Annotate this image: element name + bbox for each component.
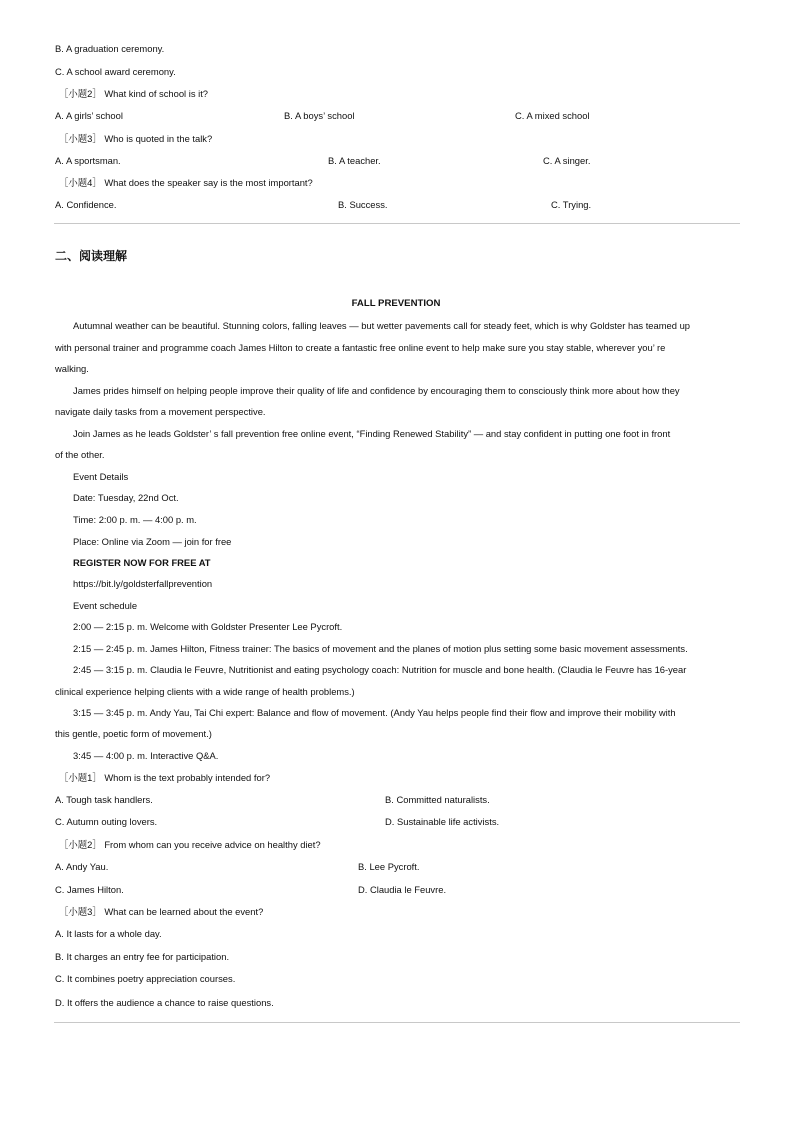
listening-q4-option-a: A. Confidence. (55, 199, 117, 210)
passage-line: navigate daily tasks from a movement perspective. (55, 406, 266, 417)
passage-line: Join James as he leads Goldster’ s fall prevention free online event, “Finding Renewed Stability” — and stay confident in putting one foot in front (73, 428, 671, 439)
reading-q1-option-b: B. Committed naturalists. (385, 794, 490, 805)
passage-line: Autumnal weather can be beautiful. Stunning colors, falling leaves — but wetter pavements call for steady feet, which is why Goldster has teamed up (73, 320, 690, 331)
reading-q3-stem: ［小题3］ What can be learned about the event? (59, 906, 264, 917)
listening-q3-stem: ［小题3］ Who is quoted in the talk? (59, 133, 213, 144)
reading-q1-stem: ［小题1］ Whom is the text probably intended for? (59, 772, 271, 783)
listening-q4-option-b: B. Success. (338, 199, 388, 210)
event-details-heading: Event Details (73, 471, 129, 482)
event-date: Date: Tuesday, 22nd Oct. (73, 492, 179, 503)
listening-q3-option-c: C. A singer. (543, 155, 591, 166)
reading-q3-option-a: A. It lasts for a whole day. (55, 928, 162, 939)
reading-q1-option-c: C. Autumn outing lovers. (55, 816, 158, 827)
listening-q4-stem: ［小题4］ What does the speaker say is the most important? (59, 177, 313, 188)
event-place: Place: Online via Zoom — join for free (73, 536, 232, 547)
listening-q3-option-a: A. A sportsman. (55, 155, 121, 166)
listening-q2-stem: ［小题2］ What kind of school is it? (59, 88, 209, 99)
register-link: https://bit.ly/goldsterfallprevention (73, 578, 213, 589)
passage-title: FALL PREVENTION (351, 298, 441, 309)
passage-line: of the other. (55, 449, 105, 460)
passage-line: James prides himself on helping people improve their quality of life and confidence by encouraging them to consciously think more about how they (73, 385, 680, 396)
reading-q3-option-b: B. It charges an entry fee for participation. (55, 951, 230, 962)
passage-line: walking. (55, 363, 89, 374)
reading-q2-option-b: B. Lee Pycroft. (358, 861, 420, 872)
schedule-item: 2:00 — 2:15 p. m. Welcome with Goldster Presenter Lee Pycroft. (73, 621, 343, 632)
reading-q2-option-a: A. Andy Yau. (55, 861, 109, 872)
reading-q1-option-a: A. Tough task handlers. (55, 794, 153, 805)
reading-q3-option-d: D. It offers the audience a chance to raise questions. (55, 997, 274, 1008)
section-divider (54, 223, 740, 224)
reading-q3-option-c: C. It combines poetry appreciation courses. (55, 973, 236, 984)
listening-q4-option-c: C. Trying. (551, 199, 592, 210)
listening-q2-option-c: C. A mixed school (515, 110, 590, 121)
event-time: Time: 2:00 p. m. — 4:00 p. m. (73, 514, 197, 525)
event-schedule-heading: Event schedule (73, 600, 138, 611)
schedule-item: 3:45 — 4:00 p. m. Interactive Q&A. (73, 750, 219, 761)
reading-q2-option-d: D. Claudia le Feuvre. (358, 884, 447, 895)
listening-q3-option-b: B. A teacher. (328, 155, 381, 166)
passage-line: with personal trainer and programme coach James Hilton to create a fantastic free online event to help make sure you stay stable, wherever you’ re (55, 342, 666, 353)
reading-q2-option-c: C. James Hilton. (55, 884, 124, 895)
schedule-item: 3:15 — 3:45 p. m. Andy Yau, Tai Chi expert: Balance and flow of movement. (Andy Yau helps people find their flow and improve their mobility with (73, 707, 676, 718)
section-title: 二、阅读理解 (55, 249, 128, 263)
listening-q1-option-b: B. A graduation ceremony. (55, 43, 165, 54)
reading-q1-option-d: D. Sustainable life activists. (385, 816, 500, 827)
schedule-item: 2:45 — 3:15 p. m. Claudia le Feuvre, Nutritionist and eating psychology coach: Nutrition for muscle and bone health. (Claudia le Feuvre has 16-year (73, 664, 687, 675)
register-heading: REGISTER NOW FOR FREE AT (73, 557, 211, 568)
listening-q1-option-c: C. A school award ceremony. (55, 66, 176, 77)
schedule-item-continued: this gentle, poetic form of movement.) (55, 728, 212, 739)
bottom-divider (54, 1022, 740, 1023)
schedule-item-continued: clinical experience helping clients with a wide range of health problems.) (55, 686, 355, 697)
schedule-item: 2:15 — 2:45 p. m. James Hilton, Fitness trainer: The basics of movement and the planes of motion plus setting some basic movement assessments. (73, 643, 688, 654)
listening-q2-option-a: A. A girls’ school (55, 110, 123, 121)
reading-q2-stem: ［小题2］ From whom can you receive advice on healthy diet? (59, 839, 321, 850)
listening-q2-option-b: B. A boys’ school (284, 110, 355, 121)
